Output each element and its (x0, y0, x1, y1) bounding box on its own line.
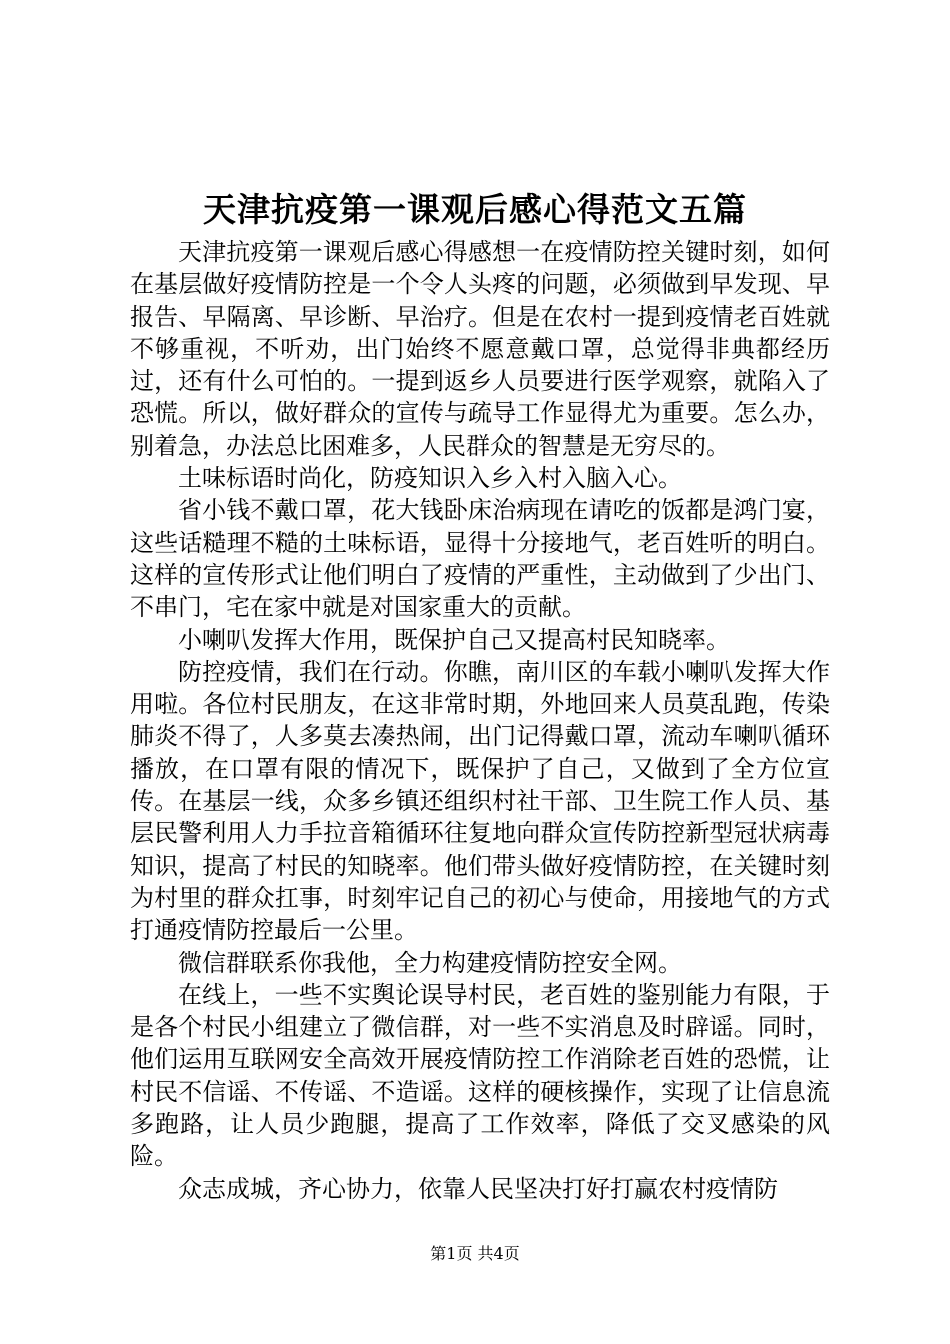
page-number-footer: 第1页 共4页 (430, 1244, 520, 1263)
paragraph: 天津抗疫第一课观后感心得感想一在疫情防控关键时刻，如何在基层做好疫情防控是一个令人头疼的问题，必须做到早发现、早报告、早隔离、早诊断、早治疗。但是在农村一提到疫情老百姓就不够重视，不听劝，出门始终不愿意戴口罩，总觉得非典都经历过，还有什么可怕的。一提到返乡人员要进行医学观察，就陷入了恐慌。所以，做好群众的宣传与疏导工作显得尤为重要。怎么办，别着急，办法总比困难多，人民群众的智慧是无穷尽的。 (130, 238, 830, 460)
paragraph: 防控疫情，我们在行动。你瞧，南川区的车载小喇叭发挥大作用啦。各位村民朋友，在这非常时期，外地回来人员莫乱跑，传染肺炎不得了，人多莫去凑热闹，出门记得戴口罩，流动车喇叭循环播放，在口罩有限的情况下，既保护了自己，又做到了全方位宣传。在基层一线，众多乡镇还组织村社干部、卫生院工作人员、基层民警利用人力手拉音箱循环往复地向群众宣传防控新型冠状病毒知识，提高了村民的知晓率。他们带头做好疫情防控，在关键时刻为村里的群众扛事，时刻牢记自己的初心与使命，用接地气的方式打通疫情防控最后一公里。 (130, 657, 830, 945)
paragraph: 微信群联系你我他，全力构建疫情防控安全网。 (178, 948, 682, 977)
document-body (130, 236, 830, 1205)
paragraph: 在线上，一些不实舆论误导村民，老百姓的鉴别能力有限，于是各个村民小组建立了微信群，对一些不实消息及时辟谣。同时，他们运用互联网安全高效开展疫情防控工作消除老百姓的恐慌，让村民不信谣、不传谣、不造谣。这样的硬核操作，实现了让信息流多跑路，让人员少跑腿，提高了工作效率，降低了交叉感染的风险。 (130, 980, 830, 1171)
paragraph: 土味标语时尚化，防疫知识入乡入村入脑入心。 (178, 464, 682, 493)
paragraph: 小喇叭发挥大作用，既保护自己又提高村民知晓率。 (178, 625, 730, 654)
document-title: 天津抗疫第一课观后感心得范文五篇 (203, 190, 747, 229)
paragraph: 省小钱不戴口罩，花大钱卧床治病现在请吃的饭都是鸿门宴，这些话糙理不糙的土味标语，显得十分接地气，老百姓听的明白。这样的宣传形式让他们明白了疫情的严重性，主动做到了少出门、不串门，宅在家中就是对国家重大的贡献。 (130, 496, 830, 622)
paragraph: 众志成城，齐心协力，依靠人民坚决打好打赢农村疫情防 (178, 1174, 778, 1203)
